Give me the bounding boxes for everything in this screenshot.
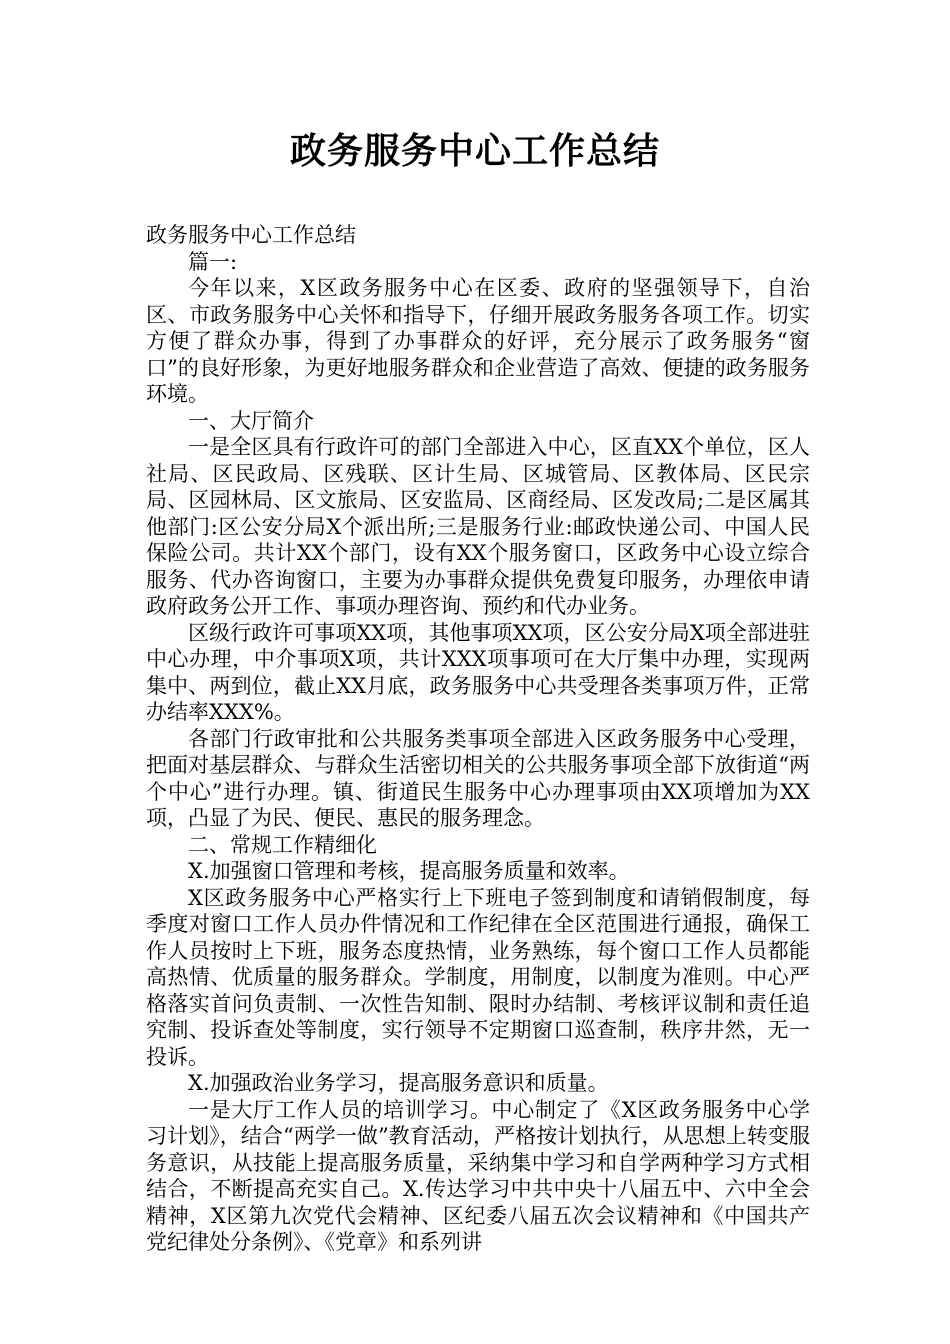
document-subtitle: 政务服务中心工作总结 [146,223,356,247]
document-title: 政务服务中心工作总结 [289,131,660,172]
paragraph: 一是全区具有行政许可的部门全部进入中心，区直XX个单位，区人社局、区民政局、区残联、区计生局、区城管局、区教体局、区民宗局、区园林局、区文旅局、区安监局、区商经局、区发改局;二是区属其他部门:区公安分局X个派出所;三是服务行业:邮政快递公司、中国人民保险公司。共计XX个部门，设有XX个服务窗口，区政务中心设立综合服务、代办咨询窗口，主要为办事群众提供免费复印服务，办理依申请政府政务公开工作、事项办理咨询、预约和代办业务。 [146,435,810,618]
paragraph: 一、大厅简介 [188,408,314,433]
document-body [146,222,810,1256]
paragraph: X区政务服务中心严格实行上下班电子签到制度和请销假制度，每季度对窗口工作人员办件情况和工作纪律在全区范围进行通报，确保工作人员按时上下班，服务态度热情，业务熟练，每个窗口工作人员都能高热情、优质量的服务群众。学制度，用制度，以制度为准则。中心严格落实首问负责制、一次性告知制、限时办结制、考核评议制和责任追究制、投诉查处等制度，实行领导不定期窗口巡查制，秩序井然，无一投诉。 [146,885,810,1069]
paragraph: 篇一: [188,249,238,274]
paragraph: 今年以来，X区政务服务中心在区委、政府的坚强领导下，自治区、市政务服务中心关怀和指导下，仔细开展政务服务各项工作。切实方便了群众办事，得到了办事群众的好评，充分展示了政务服务“窗口”的良好形象，为更好地服务群众和企业营造了高效、便捷的政务服务环境。 [146,276,810,406]
paragraph: 各部门行政审批和公共服务类事项全部进入区政务服务中心受理，把面对基层群众、与群众生活密切相关的公共服务事项全部下放街道“两个中心”进行办理。镇、街道民生服务中心办理事项由XX项增加为XX项，凸显了为民、便民、惠民的服务理念。 [146,726,810,830]
paragraph: X.加强窗口管理和考核，提高服务质量和效率。 [188,859,630,883]
paragraph: 区级行政许可事项XX项，其他事项XX项，区公安分局X项全部进驻中心办理，中介事项X项，共计XXX项事项可在大厅集中办理，实现两集中、两到位，截止XX月底，政务服务中心共受理各类事项万件，正常办结率XXX%。 [146,620,810,724]
paragraph: 二、常规工作精细化 [188,832,377,857]
paragraph: X.加强政治业务学习，提高服务意识和质量。 [188,1071,609,1095]
paragraph: 一是大厅工作人员的培训学习。中心制定了《X区政务服务中心学习计划》，结合“两学一做”教育活动，严格按计划执行，从思想上转变服务意识，从技能上提高服务质量，采纳集中学习和自学两种学习方式相结合，不断提高充实自己。X.传达学习中共中央十八届五中、六中全会精神，X区第九次党代会精神、区纪委八届五次会议精神和《中国共产党纪律处分条例》、《党章》和系列讲 [146,1097,810,1254]
